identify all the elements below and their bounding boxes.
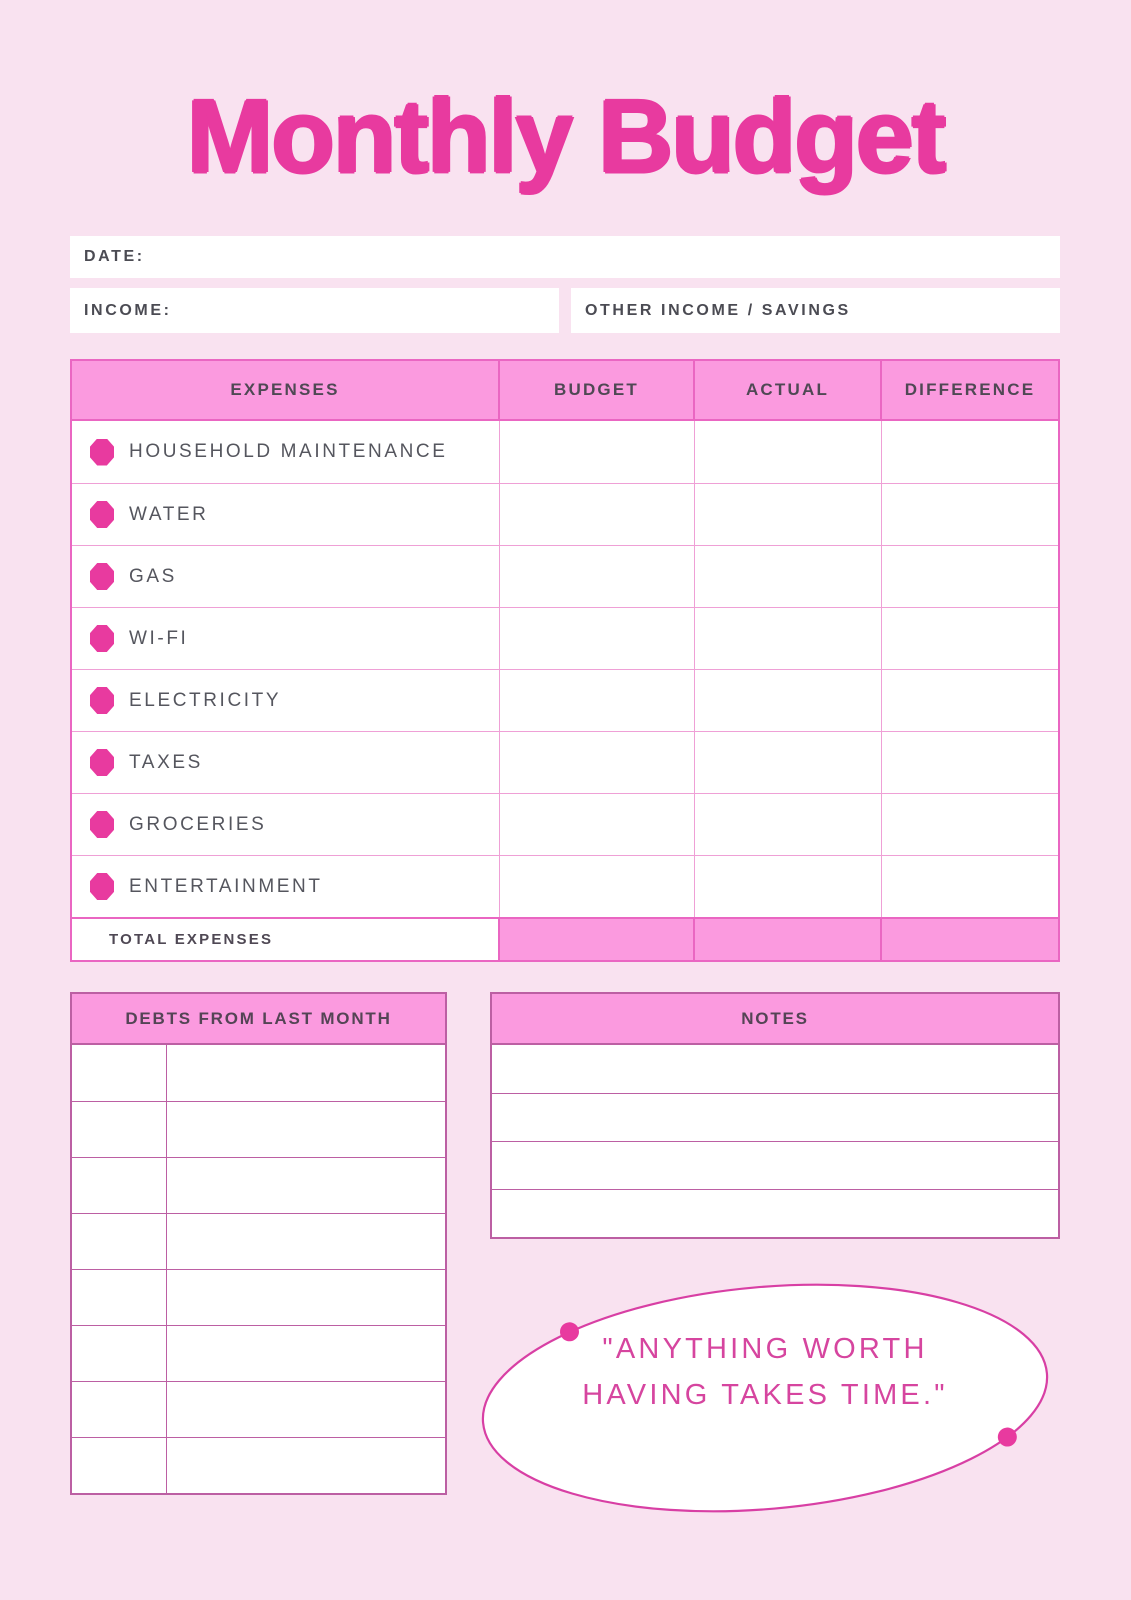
expense-label-cell [72, 421, 500, 483]
debt-amount-cell[interactable] [72, 1045, 167, 1101]
notes-line[interactable] [492, 1045, 1058, 1093]
expense-label: GAS [129, 565, 177, 587]
header-actual: ACTUAL [695, 361, 882, 419]
expense-row [72, 607, 1058, 669]
debt-row [72, 1101, 445, 1157]
difference-cell[interactable] [882, 794, 1058, 855]
debt-description-cell[interactable] [167, 1158, 445, 1213]
debt-amount-cell[interactable] [72, 1102, 167, 1157]
debt-amount-cell[interactable] [72, 1382, 167, 1437]
actual-cell[interactable] [695, 484, 882, 545]
debt-row [72, 1157, 445, 1213]
budget-cell[interactable] [500, 732, 695, 793]
octagon-bullet-icon [90, 687, 114, 714]
other-income-savings-label: OTHER INCOME / SAVINGS [585, 301, 851, 319]
expense-label: GROCERIES [129, 813, 267, 835]
expense-label: TAXES [129, 751, 203, 773]
expense-row [72, 669, 1058, 731]
difference-cell[interactable] [882, 670, 1058, 731]
expense-row [72, 731, 1058, 793]
expense-label-cell [72, 484, 500, 545]
total-difference-cell[interactable] [882, 919, 1058, 960]
debts-table [70, 992, 447, 1495]
octagon-bullet-icon [90, 811, 114, 838]
octagon-bullet-icon [90, 563, 114, 590]
expense-label-cell [72, 732, 500, 793]
actual-cell[interactable] [695, 856, 882, 917]
header-budget: BUDGET [500, 361, 695, 419]
expense-label-cell [72, 794, 500, 855]
budget-cell[interactable] [500, 546, 695, 607]
expenses-table [70, 359, 1060, 962]
debt-amount-cell[interactable] [72, 1270, 167, 1325]
octagon-bullet-icon [90, 439, 114, 466]
expense-label: ELECTRICITY [129, 689, 282, 711]
income-label: INCOME: [84, 301, 172, 319]
actual-cell[interactable] [695, 608, 882, 669]
expense-label: HOUSEHOLD MAINTENANCE [129, 441, 448, 462]
budget-cell[interactable] [500, 794, 695, 855]
debt-row [72, 1325, 445, 1381]
budget-cell[interactable] [500, 670, 695, 731]
actual-cell[interactable] [695, 670, 882, 731]
difference-cell[interactable] [882, 608, 1058, 669]
debt-row [72, 1269, 445, 1325]
difference-cell[interactable] [882, 421, 1058, 483]
debt-row [72, 1045, 445, 1101]
total-budget-cell[interactable] [500, 919, 695, 960]
debt-description-cell[interactable] [167, 1102, 445, 1157]
total-expenses-label: TOTAL EXPENSES [72, 919, 500, 960]
date-field[interactable] [70, 236, 1060, 278]
expense-row [72, 793, 1058, 855]
expense-label-cell [72, 856, 500, 917]
debt-description-cell[interactable] [167, 1438, 445, 1493]
expense-row [72, 421, 1058, 483]
expenses-table-header [72, 361, 1058, 421]
budget-cell[interactable] [500, 856, 695, 917]
debt-row [72, 1437, 445, 1493]
income-field[interactable] [70, 288, 559, 333]
expense-label: WATER [129, 503, 209, 525]
octagon-bullet-icon [90, 501, 114, 528]
quote-line-1: "ANYTHING WORTH [602, 1333, 928, 1365]
debt-row [72, 1213, 445, 1269]
actual-cell[interactable] [695, 732, 882, 793]
debt-description-cell[interactable] [167, 1214, 445, 1269]
expense-label-cell [72, 670, 500, 731]
actual-cell[interactable] [695, 794, 882, 855]
page-title: Monthly Budget [186, 79, 945, 195]
actual-cell[interactable] [695, 546, 882, 607]
octagon-bullet-icon [90, 749, 114, 776]
notes-line[interactable] [492, 1189, 1058, 1237]
expense-row [72, 483, 1058, 545]
header-difference: DIFFERENCE [904, 380, 1036, 399]
debt-description-cell[interactable] [167, 1045, 445, 1101]
expense-row [72, 545, 1058, 607]
debt-amount-cell[interactable] [72, 1214, 167, 1269]
date-label: DATE: [84, 248, 145, 265]
difference-cell[interactable] [882, 732, 1058, 793]
notes-line[interactable] [492, 1141, 1058, 1189]
notes-header: NOTES [492, 994, 1058, 1045]
actual-cell[interactable] [695, 421, 882, 483]
expense-label: ENTERTAINMENT [129, 875, 323, 897]
budget-cell[interactable] [500, 608, 695, 669]
quote-line-2: HAVING TAKES TIME." [582, 1379, 948, 1411]
total-actual-cell[interactable] [695, 919, 882, 960]
debt-description-cell[interactable] [167, 1326, 445, 1381]
difference-cell[interactable] [882, 856, 1058, 917]
expense-row [72, 855, 1058, 917]
debt-row [72, 1381, 445, 1437]
header-expenses: EXPENSES [72, 361, 500, 419]
quote-text [485, 1326, 1045, 1418]
total-expenses-row [72, 917, 1058, 960]
difference-cell[interactable] [882, 484, 1058, 545]
difference-cell[interactable] [882, 546, 1058, 607]
expense-label-cell [72, 546, 500, 607]
debt-description-cell[interactable] [167, 1382, 445, 1437]
notes-section [490, 992, 1060, 1239]
octagon-bullet-icon [90, 873, 114, 900]
other-income-savings-field[interactable] [571, 288, 1060, 333]
debt-description-cell[interactable] [167, 1270, 445, 1325]
debts-header: DEBTS FROM LAST MONTH [72, 994, 445, 1045]
expense-label-cell [72, 608, 500, 669]
budget-cell[interactable] [500, 484, 695, 545]
notes-line[interactable] [492, 1093, 1058, 1141]
expense-label: WI-FI [129, 627, 189, 649]
octagon-bullet-icon [90, 625, 114, 652]
debt-amount-cell[interactable] [72, 1326, 167, 1381]
debt-amount-cell[interactable] [72, 1438, 167, 1493]
debt-amount-cell[interactable] [72, 1158, 167, 1213]
budget-cell[interactable] [500, 421, 695, 483]
